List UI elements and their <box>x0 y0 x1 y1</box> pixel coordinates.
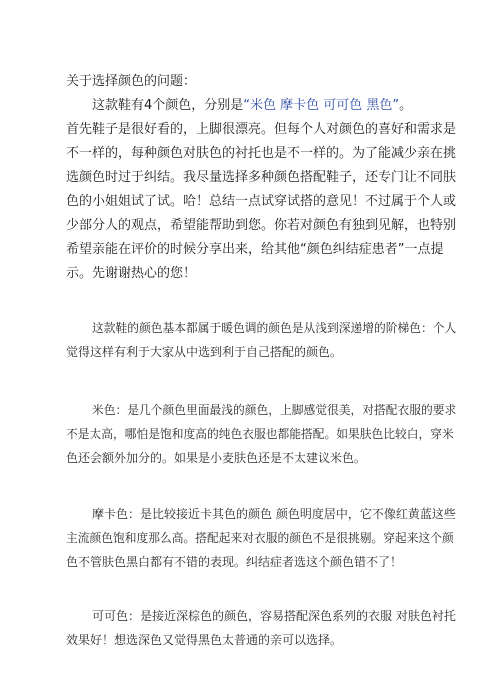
summary-line-1: 这款鞋的颜色基本都属于暖色调的颜色是从浅到深递增的阶梯色：个人 <box>92 321 457 335</box>
mise-line-2: 不是太高，哪怕是饱和度高的纯色衣服也都能搭配。如果肤色比较白，穿米 <box>66 427 454 441</box>
intro-line-8: 示。先谢谢热心的您！ <box>66 266 197 281</box>
mocha-line-2: 主流颜色饱和度那么高。搭配起来对衣服的颜色不是很挑剔。穿起来这个颜 <box>66 531 454 545</box>
intro-line-5: 色的小姐姐试了试。哈！总结一点试穿试搭的意见！不过属于个人或 <box>66 194 457 209</box>
cocoa-line-1: 可可色：是接近深棕色的颜色，容易搭配深色系列的衣服 对肤色衬托 <box>92 609 456 623</box>
mocha-line-3: 色不管肤色黑白都有不错的表现。纠结症者选这个颜色错不了！ <box>66 555 403 569</box>
mocha-line-1: 摩卡色：是比较接近卡其色的颜色 颜色明度居中，它不像红黄蓝这些 <box>92 507 456 521</box>
intro-line-2: 首先鞋子是很好看的，上脚很漂亮。但每个人对颜色的喜好和需求是 <box>66 122 457 137</box>
mise-line-3: 色还会额外加分的。如果是小麦肤色还是不太建议米色。 <box>66 451 367 465</box>
mise-line-1: 米色：是几个颜色里面最浅的颜色，上脚感觉很美，对搭配衣服的要求 <box>92 403 457 417</box>
intro-line-1 <box>92 98 412 114</box>
intro-line-1-pre: 这款鞋有4个颜色，分别是 <box>92 98 244 113</box>
intro-line-7: 希望亲能在评价的时候分享出来，给其他“颜色纠结症患者”一点提 <box>66 242 444 257</box>
summary-line-2: 觉得这样有利于大家从中选到利于自己搭配的颜色。 <box>66 345 343 359</box>
intro-line-3: 不一样的，每种颜色对肤色的衬托也是不一样的。为了能减少亲在挑 <box>66 146 457 161</box>
intro-line-6: 少部分人的观点，希望能帮助到您。你若对颜色有独到见解，也特别 <box>66 218 457 233</box>
color-options-highlight: “米色 摩卡色 可可色 黑色” <box>243 98 400 113</box>
document-heading: 关于选择颜色的问题： <box>66 74 197 89</box>
cocoa-line-2: 效果好！想选深色又觉得黑色太普通的亲可以选择。 <box>66 633 343 647</box>
intro-line-4: 选颜色时过于纠结。我尽量选择多种颜色搭配鞋子，还专门让不同肤 <box>66 170 457 185</box>
intro-line-1-post: 。 <box>399 98 413 113</box>
